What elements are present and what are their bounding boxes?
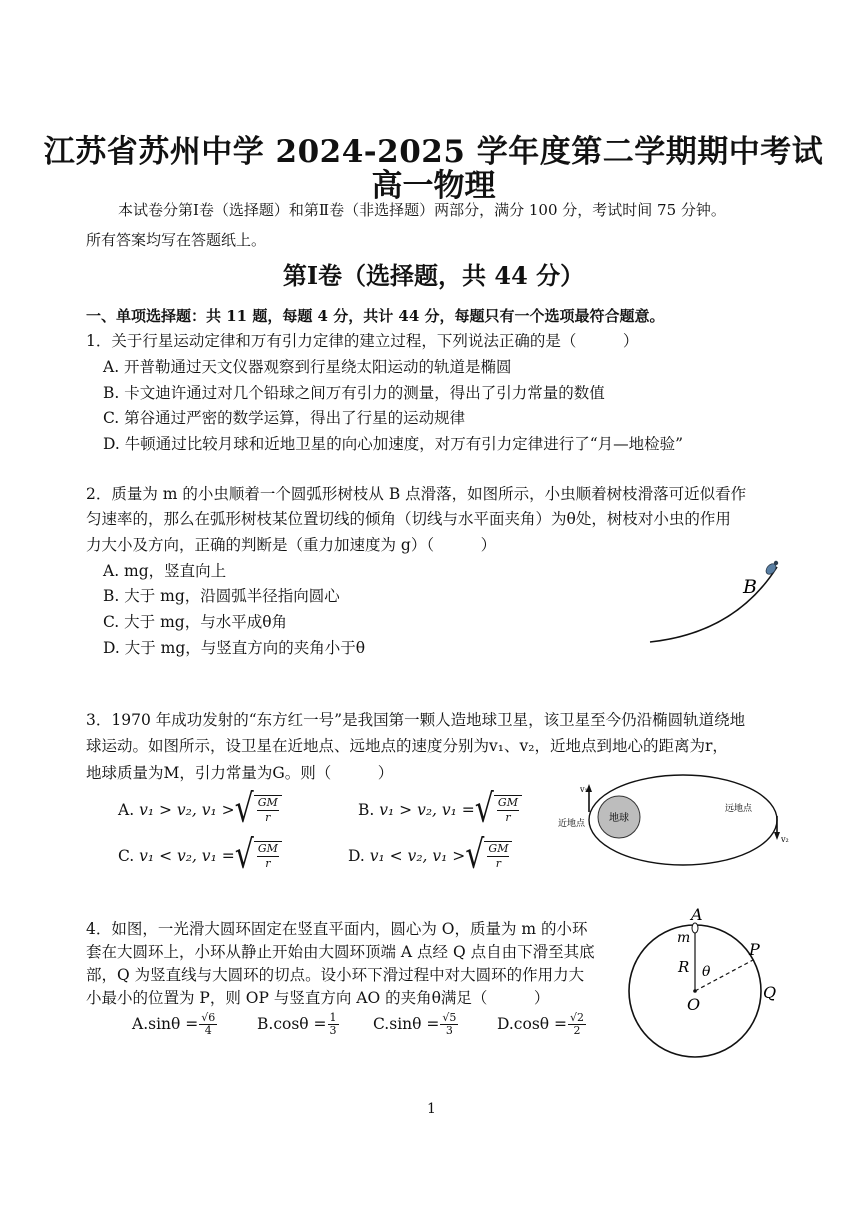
v2-label: v₂ <box>781 835 789 844</box>
sqrt-gm-over-r: √ GM r <box>235 795 282 825</box>
point-b-label: B <box>743 576 757 598</box>
label-p: P <box>749 940 760 959</box>
branch-figure <box>640 555 790 655</box>
label-m: m <box>677 930 691 946</box>
question-stem-line-3: 部，Q 为竖直线与大圆环的切点。设小环下滑过程中对大圆环的作用力大 <box>86 966 585 984</box>
question-stem-line-3: 力大小及方向，正确的判断是（重力加速度为 g）（ ） <box>86 536 497 554</box>
exam-subject: 高一物理 <box>371 168 496 204</box>
option-c: C.sinθ = $\frac{√5}{3}$ <box>373 1010 457 1037</box>
option-a: A. 开普勒通过天文仪器观察到行星绕太阳运动的轨道是椭圆 <box>103 358 512 376</box>
option-b: B.cosθ = $\frac{1}{3}$ <box>257 1010 337 1037</box>
orbit-figure <box>553 768 793 873</box>
intro-line-2: 所有答案均写在答题纸上。 <box>86 231 267 249</box>
intro-line-1: 本试卷分第Ⅰ卷（选择题）和第Ⅱ卷（非选择题）两部分，满分 100 分，考试时间 75 分钟。 <box>118 201 726 219</box>
label-r: R <box>678 958 690 976</box>
option-d: D. v₁ < v₂, v₁ > √ GM r <box>348 836 512 876</box>
label-a: A <box>691 905 703 924</box>
question-stem-line-1: 4．如图，一光滑大圆环固定在竖直平面内，圆心为 O，质量为 m 的小环 <box>86 920 588 938</box>
ring-figure <box>622 902 792 1062</box>
v2-arrow-head <box>774 832 780 840</box>
option-d: D.cosθ = $\frac{√2}{2}$ <box>497 1010 585 1037</box>
label-q: Q <box>763 983 777 1002</box>
part-title: 第Ⅰ卷（选择题，共 44 分） <box>282 261 585 290</box>
question-stem-line-2: 球运动。如图所示，设卫星在近地点、远地点的速度分别为v₁、v₂，近地点到地心的距离为r， <box>86 737 728 755</box>
center-point <box>693 989 697 993</box>
option-a: A. v₁ > v₂, v₁ > √ GM r <box>118 790 282 830</box>
sqrt-gm-over-r: √ GM r <box>475 795 522 825</box>
option-b: B. 大于 mg，沿圆弧半径指向圆心 <box>103 587 340 605</box>
exam-title: 江苏省苏州中学 2024-2025 学年度第二学期期中考试 <box>43 134 824 170</box>
v1-label: v₁ <box>580 785 588 794</box>
option-b: B. 卡文迪许通过对几个铅球之间万有引力的测量，得出了引力常量的数值 <box>103 384 605 402</box>
bug-icon <box>764 561 778 576</box>
option-c: C. v₁ < v₂, v₁ = √ GM r <box>118 836 282 876</box>
page-number: 1 <box>427 1101 436 1117</box>
question-stem-line-1: 3．1970 年成功发射的“东方红一号”是我国第一颗人造地球卫星，该卫星至今仍沿椭圆轨道绕地 <box>86 711 746 729</box>
label-o: O <box>687 995 701 1014</box>
option-a: A. mg，竖直向上 <box>103 562 227 580</box>
option-c: C. 大于 mg，与水平成θ角 <box>103 613 288 631</box>
sqrt-gm-over-r: √ GM r <box>235 841 282 871</box>
option-a: A.sinθ = $\frac{√6}{4}$ <box>132 1010 216 1037</box>
option-d: D. 大于 mg，与竖直方向的夹角小于θ <box>103 639 366 657</box>
sqrt-gm-over-r: √ GM r <box>465 841 512 871</box>
perigee-label: 近地点 <box>558 819 586 829</box>
branch-arc <box>650 567 777 642</box>
question-stem: 1．关于行星运动定律和万有引力定律的建立过程，下列说法正确的是（ ） <box>86 332 639 350</box>
question-stem-line-3: 地球质量为M，引力常量为G。则（ ） <box>86 764 394 782</box>
option-b: B. v₁ > v₂, v₁ = √ GM r <box>358 790 522 830</box>
label-theta: θ <box>702 964 711 980</box>
small-ring <box>692 923 698 933</box>
apogee-label: 远地点 <box>725 804 753 814</box>
option-d: D. 牛顿通过比较月球和近地卫星的向心加速度，对万有引力定律进行了“月—地检验” <box>103 435 684 453</box>
question-stem-line-1: 2．质量为 m 的小虫顺着一个圆弧形树枝从 B 点滑落，如图所示，小虫顺着树枝滑落可近似看作 <box>86 485 747 503</box>
question-stem-line-4: 小最小的位置为 P，则 OP 与竖直方向 AO 的夹角θ满足（ ） <box>86 989 550 1007</box>
question-stem-line-2: 套在大圆环上，小环从静止开始由大圆环顶端 A 点经 Q 点自由下滑至其底 <box>86 943 595 961</box>
option-c: C. 第谷通过严密的数学运算，得出了行星的运动规律 <box>103 409 466 427</box>
question-stem-line-2: 匀速率的，那么在弧形树枝某位置切线的倾角（切线与水平面夹角）为θ处，树枝对小虫的作用 <box>86 510 731 528</box>
earth-label: 地球 <box>609 813 629 824</box>
section-heading: 一、单项选择题：共 11 题，每题 4 分，共计 44 分，每题只有一个选项最符合题意。 <box>86 307 665 325</box>
